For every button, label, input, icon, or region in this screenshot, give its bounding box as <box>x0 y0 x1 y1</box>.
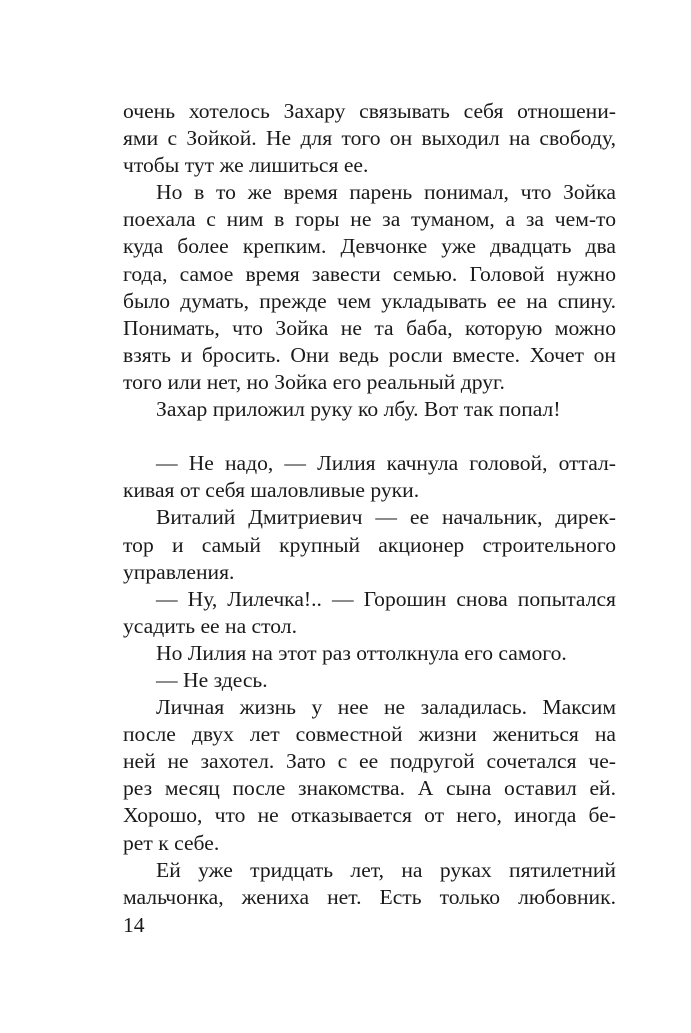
section-break <box>123 423 616 450</box>
text-line: Захар приложил руку ко лбу. Вот так попал! <box>156 397 561 422</box>
text-line: усадить ее на стол. <box>123 613 297 638</box>
text-line: управления. <box>123 559 235 584</box>
text-line: очень хотелось Захару связывать себя отношени- <box>123 99 616 123</box>
text-line: Хорошо, что не отказывается от него, иногда бе- <box>123 803 616 828</box>
text-line: ями с Зойкой. Не для того он выходил на свободу, <box>123 126 616 151</box>
text-line: рет к себе. <box>123 830 220 855</box>
text-line: кивая от себя шаловливые руки. <box>123 478 420 503</box>
text-line: Но Лилия на этот раз оттолкнула его самого. <box>156 640 567 665</box>
text-line: мальчонка, жениха нет. Есть только любовник. <box>123 884 616 909</box>
text-line: куда более крепким. Девчонке уже двадцать два <box>123 234 616 259</box>
text-line: года, самое время завести семью. Головой нужно <box>123 261 616 286</box>
body-text <box>123 98 616 911</box>
text-line: Виталий Дмитриевич — ее начальник, дирек- <box>156 505 616 530</box>
text-line: — Ну, Лилечка!.. — Горошин снова попытался <box>156 586 616 611</box>
page-number: 14 <box>123 913 145 937</box>
text-line: ней не захотел. Зато с ее подругой сочетался че- <box>123 749 616 774</box>
text-line: поехала с ним в горы не за туманом, а за чем-то <box>123 207 616 232</box>
text-line: Личная жизнь у нее не заладилась. Максим <box>156 695 616 720</box>
text-line: было думать, прежде чем укладывать ее на спину. <box>123 288 616 313</box>
text-line: Но в то же время парень понимал, что Зойка <box>156 180 616 205</box>
text-line: — Не надо, — Лилия качнула головой, оттал- <box>156 451 616 476</box>
text-line: — Не здесь. <box>156 667 268 692</box>
text-line: Ей уже тридцать лет, на руках пятилетний <box>156 857 616 882</box>
text-line: того или нет, но Зойка его реальный друг. <box>123 369 505 394</box>
text-line: тор и самый крупный акционер строительного <box>123 532 616 557</box>
text-line: рез месяц после знакомства. А сына оставил ей. <box>123 776 616 801</box>
text-line: после двух лет совместной жизни жениться на <box>123 722 616 747</box>
text-line: чтобы тут же лишиться ее. <box>123 153 369 178</box>
text-line: Понимать, что Зойка не та баба, которую можно <box>123 315 616 340</box>
text-line: взять и бросить. Они ведь росли вместе. Хочет он <box>123 342 616 367</box>
